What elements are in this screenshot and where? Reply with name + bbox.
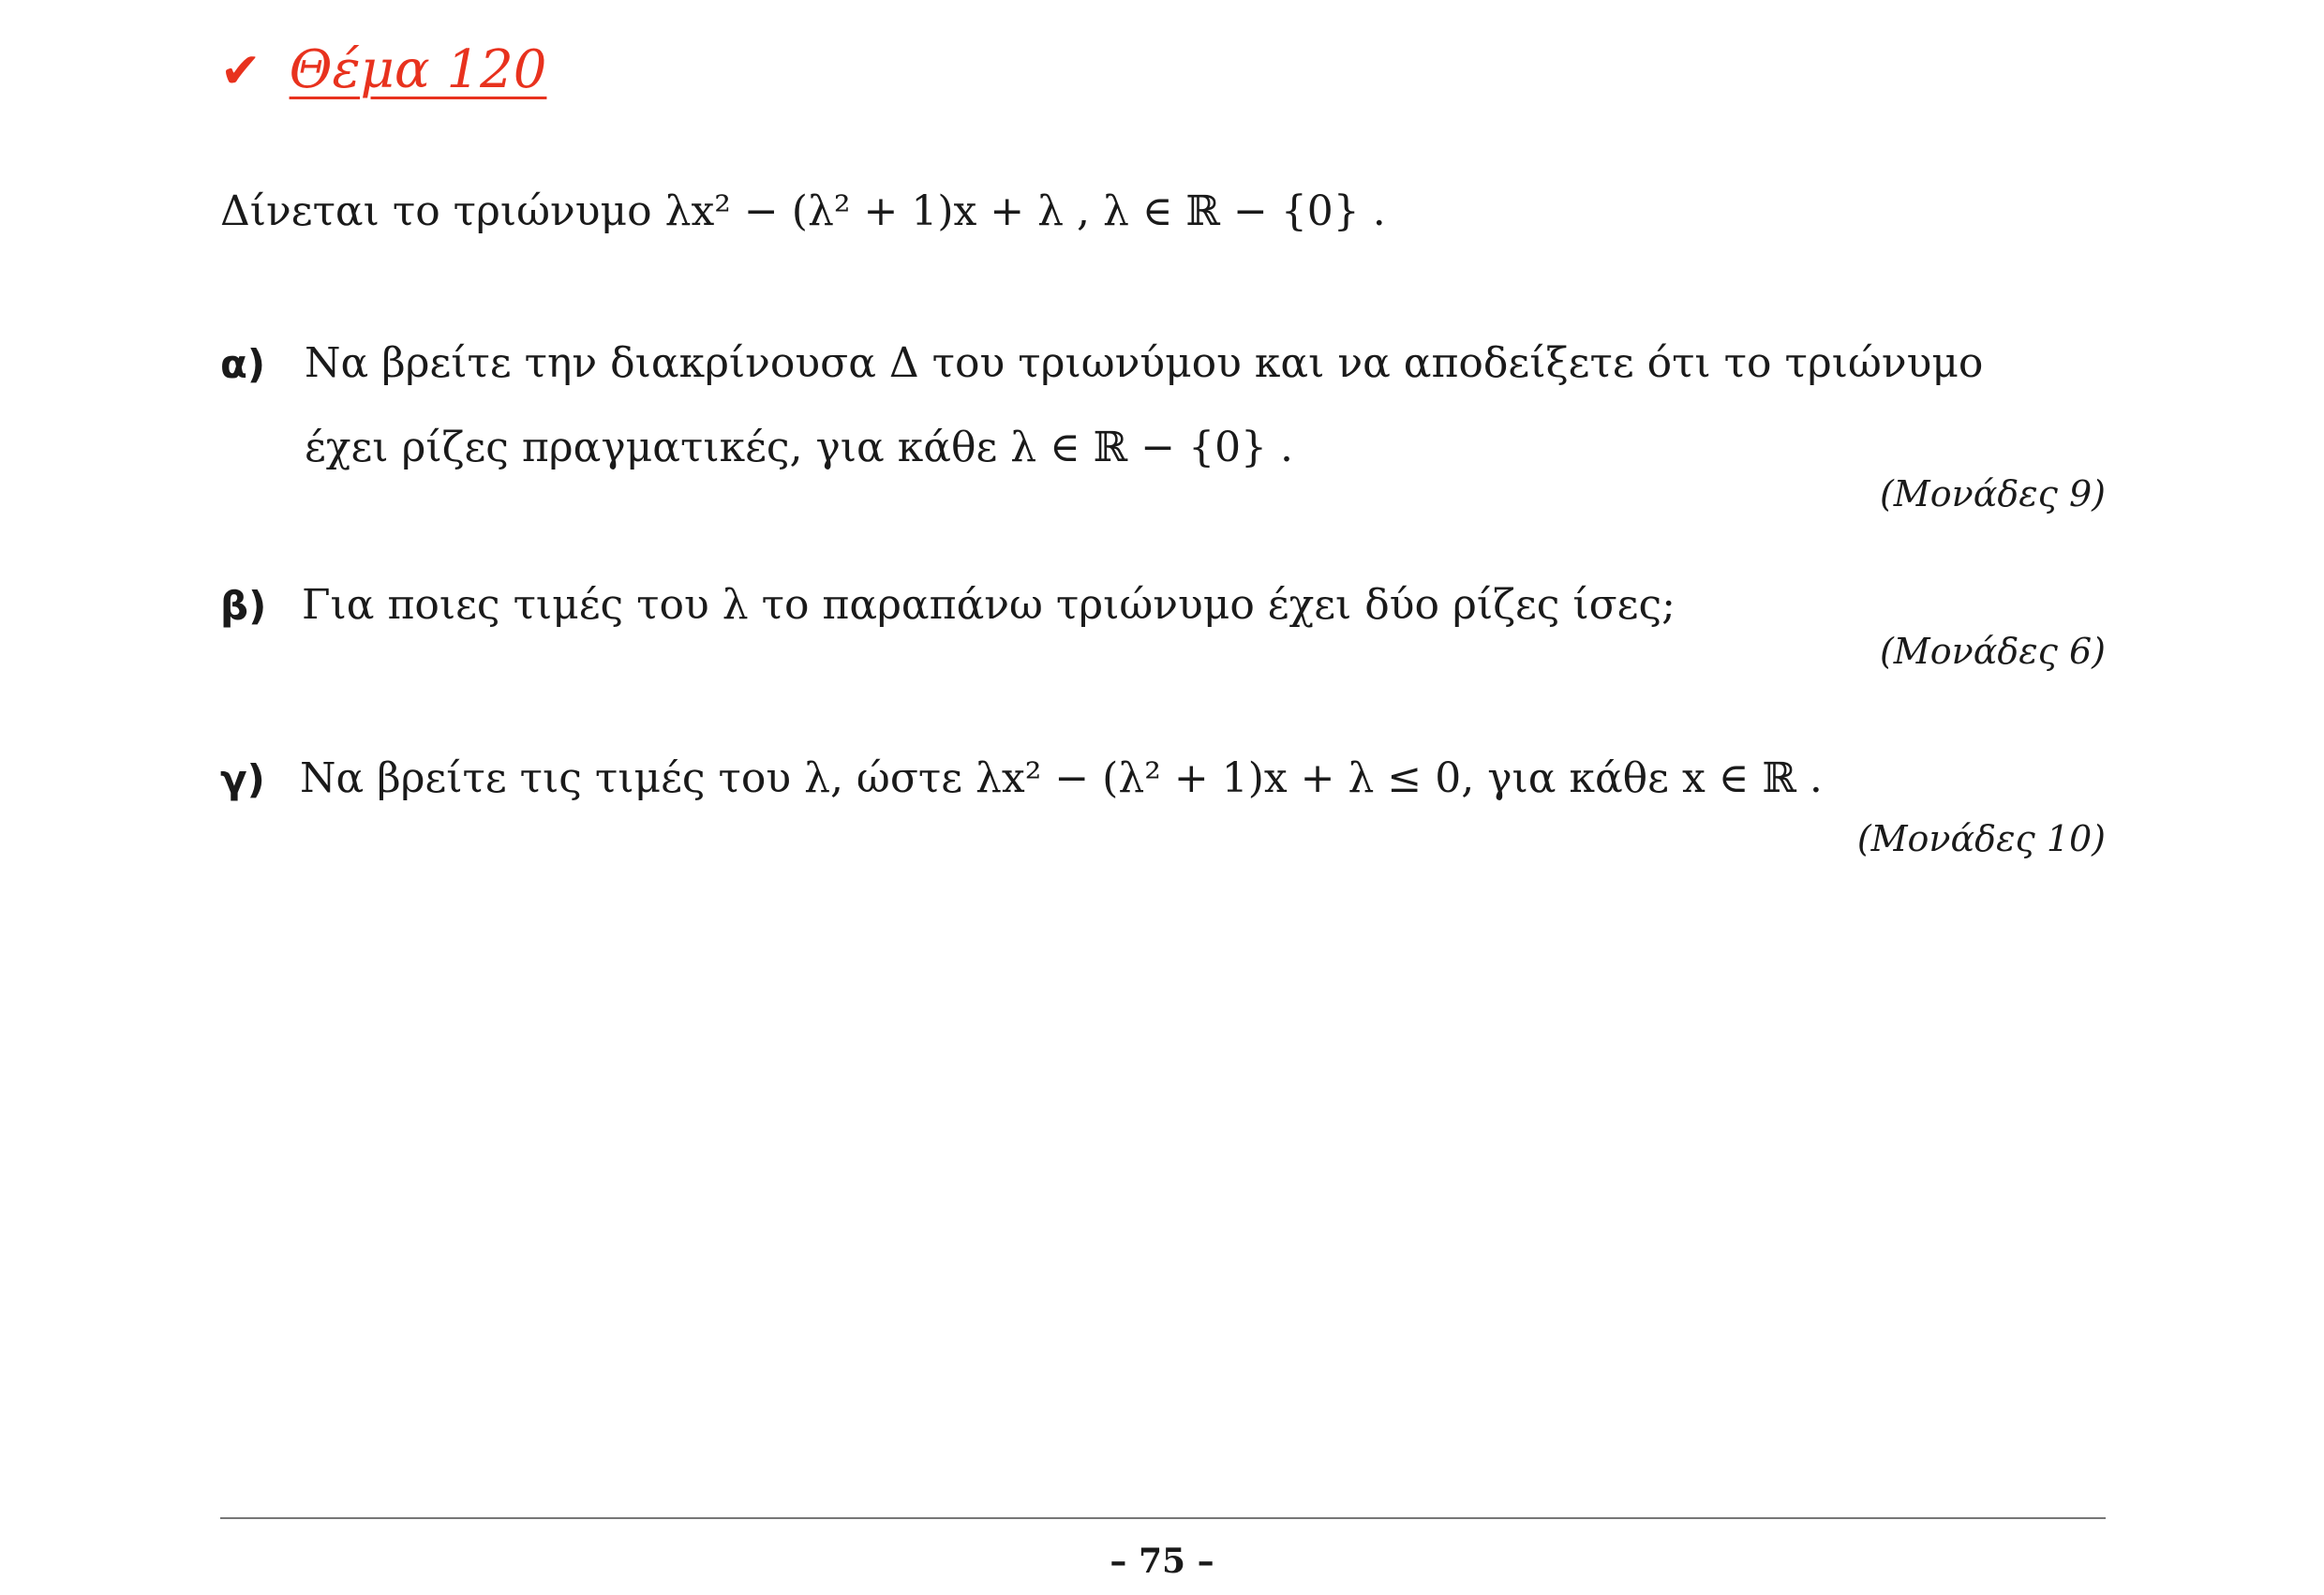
question-a-marks: (Μονάδες 9) — [1879, 473, 2106, 514]
section-title: Θέμα 120 — [289, 39, 547, 100]
checkmark-icon: ✔ — [220, 43, 261, 99]
intro-text: Δίνεται το τριώνυμο — [220, 187, 652, 235]
question-c-tail: , για κάθε x ∈ ℝ . — [1461, 754, 1823, 802]
question-c-math: λx² − (λ² + 1)x + λ ≤ 0 — [976, 754, 1462, 802]
question-a-line2-text: έχει ρίζες πραγματικές, για κάθε — [305, 424, 998, 471]
question-b-label: β) — [220, 583, 267, 629]
question-a-line2 — [305, 424, 1293, 471]
question-a-line2-math: λ ∈ ℝ − {0} . — [1010, 424, 1294, 471]
question-c-label: γ) — [220, 756, 265, 802]
question-b-marks: (Μονάδες 6) — [1879, 631, 2106, 672]
problem-statement — [220, 187, 1386, 235]
question-c-text: Να βρείτε τις τιμές του λ, ώστε — [300, 754, 962, 802]
page-number: – 75 – — [1110, 1542, 1214, 1581]
intro-math: λx² − (λ² + 1)x + λ , λ ∈ ℝ − {0} . — [664, 187, 1386, 235]
question-a-line1: Να βρείτε την διακρίνουσα Δ του τριωνύμου και να αποδείξετε ότι το τριώνυμο — [305, 339, 1984, 387]
section-header — [220, 39, 546, 100]
question-b-line1: Για ποιες τιμές του λ το παραπάνω τριώνυμο έχει δύο ρίζες ίσες; — [302, 581, 1676, 629]
footer-divider — [220, 1517, 2106, 1519]
question-c-marks: (Μονάδες 10) — [1856, 818, 2106, 859]
question-c-line1 — [300, 754, 1823, 802]
question-a-label: α) — [220, 341, 266, 387]
